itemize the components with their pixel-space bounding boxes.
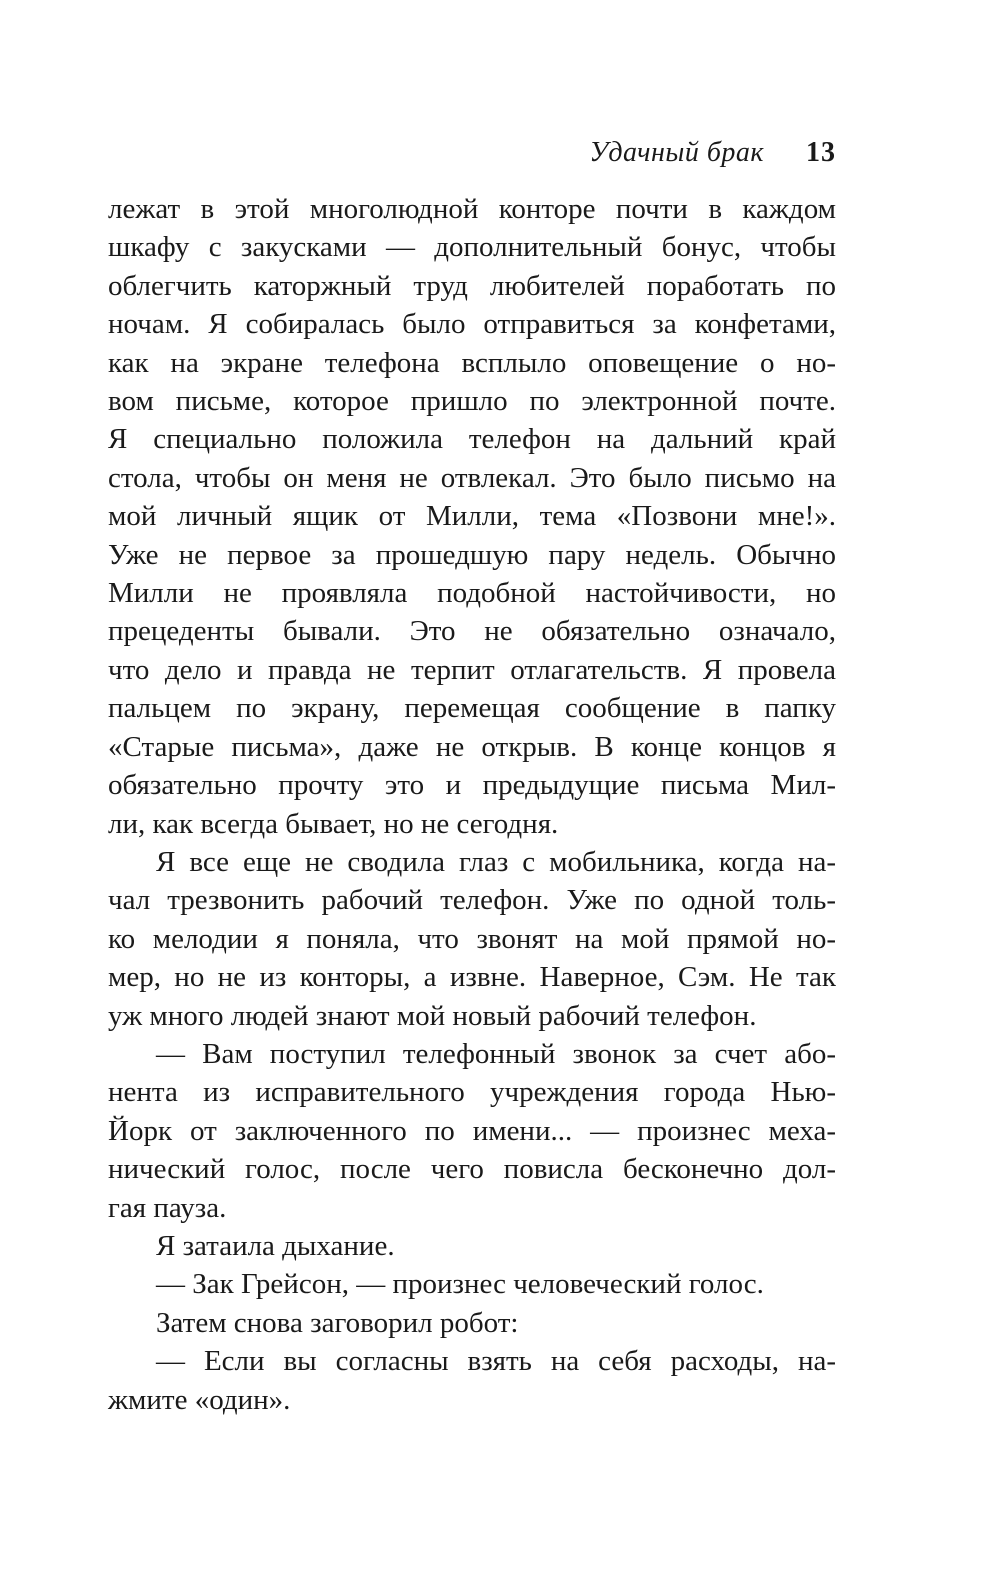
text-line: — Если вы согласны взять на себя расходы, на- <box>156 1345 836 1378</box>
running-title: Удачный брак <box>589 137 764 168</box>
text-line: мой личный ящик от Милли, тема «Позвони мне!». <box>108 500 836 533</box>
text-line: облегчить каторжный труд любителей поработать по <box>108 269 836 302</box>
text-line: вом письме, которое пришло по электронной почте. <box>108 385 836 418</box>
text-line: нента из исправительного учреждения города Нью- <box>108 1076 836 1109</box>
text-line: «Старые письма», даже не открыв. В конце концов я <box>108 730 836 763</box>
text-line: Я затаила дыхание. <box>156 1229 395 1262</box>
text-line: Затем снова заговорил робот: <box>156 1306 519 1339</box>
text-line: лежат в этой многолюдной конторе почти в каждом <box>108 193 836 225</box>
text-line: мер, но не из конторы, а извне. Наверное, Сэм. Не так <box>108 961 836 994</box>
text-line: уж много людей знают мой новый рабочий телефон. <box>108 999 757 1032</box>
text-line: пальцем по экрану, перемещая сообщение в папку <box>108 692 836 725</box>
text-line: — Зак Грейсон, — произнес человеческий голос. <box>156 1268 764 1301</box>
text-line: гая пауза. <box>108 1191 227 1224</box>
text-line: стола, чтобы он меня не отвлекал. Это было письмо на <box>108 461 836 494</box>
text-line: Уже не первое за прошедшую пару недель. Обычно <box>108 538 836 571</box>
text-line: шкафу с закусками — дополнительный бонус, чтобы <box>108 231 836 264</box>
text-line: — Вам поступил телефонный звонок за счет або- <box>156 1037 836 1070</box>
text-line: прецеденты бывали. Это не обязательно означало, <box>108 615 836 648</box>
text-line: чал трезвонить рабочий телефон. Уже по одной толь- <box>108 884 836 917</box>
text-line: как на экране телефона всплыло оповещение о но- <box>108 346 836 379</box>
page-number: 13 <box>806 137 836 168</box>
text-line: обязательно прочту это и предыдущие письма Мил- <box>108 769 836 802</box>
text-line: ночам. Я собиралась было отправиться за конфетами, <box>108 308 836 341</box>
text-line: Я все еще не сводила глаз с мобильника, когда на- <box>156 845 836 878</box>
text-line: ли, как всегда бывает, но не сегодня. <box>108 807 559 840</box>
text-line: нический голос, после чего повисла бесконечно дол- <box>108 1153 836 1186</box>
running-header <box>108 138 836 168</box>
text-line: Йорк от заключенного по имени... — произнес меха- <box>108 1114 836 1147</box>
text-line: жмите «один». <box>108 1383 291 1416</box>
text-line: Милли не проявляла подобной настойчивости, но <box>108 577 836 610</box>
text-line: ко мелодии я поняла, что звонят на мой прямой но- <box>108 922 836 955</box>
text-line: Я специально положила телефон на дальний край <box>108 423 836 456</box>
text-line: что дело и правда не терпит отлагательств. Я провела <box>108 653 836 686</box>
body-text <box>108 190 836 1419</box>
